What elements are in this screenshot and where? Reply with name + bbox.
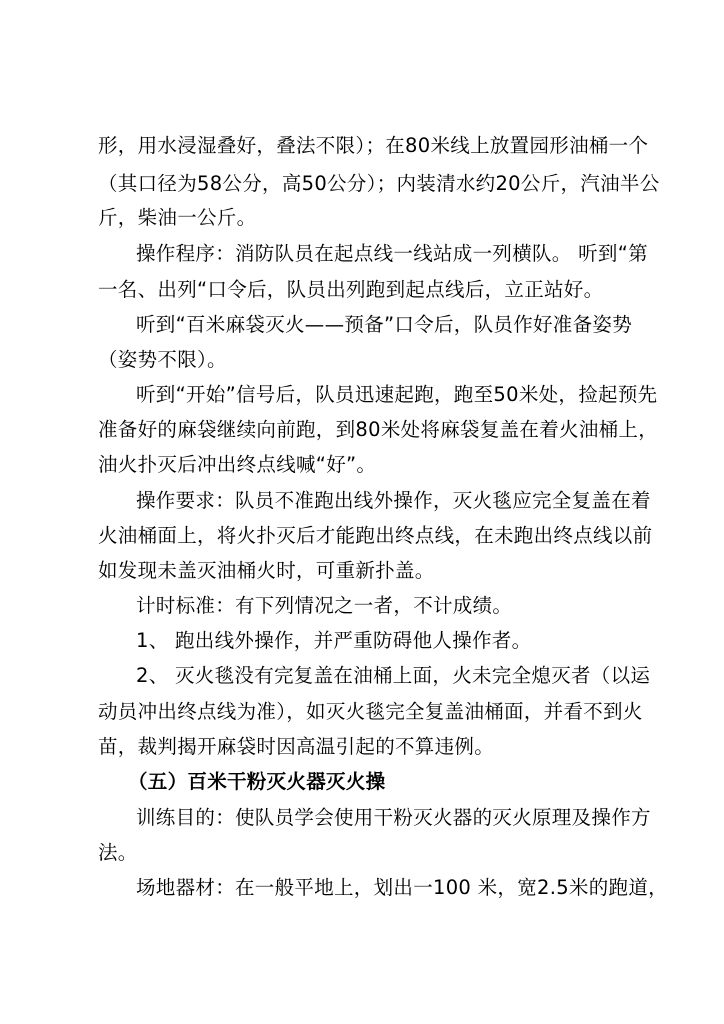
list-item-1: 1、 跑出线外操作，并严重防碍他人操作者。 <box>136 629 532 652</box>
text-line: 斤，柴油一公斤。 <box>98 206 257 229</box>
text-line: 准备好的麻袋继续向前跑，到80米处将麻袋复盖在着火油桶上， <box>98 418 659 441</box>
text-line: 场地器材：在一般平地上，划出一100 米，宽2.5米的跑道， <box>136 876 668 899</box>
list-item-2: 2、 灭火毯没有完复盖在油桶上面，火未完全熄灭者（以运 <box>136 664 651 687</box>
text-line: 计时标准：有下列情况之一者，不计成绩。 <box>136 594 513 617</box>
text-line: 苗，裁判揭开麻袋时因高温引起的不算违例。 <box>98 735 495 758</box>
text-line: 形，用水浸湿叠好，叠法不限）；在80米线上放置园形油桶一个 <box>98 134 649 157</box>
text-line: 听到“百米麻袋灭火——预备”口令后，队员作好准备姿势 <box>136 313 633 336</box>
text-line: 训练目的：使队员学会使用干粉灭火器的灭火原理及操作方 <box>136 806 651 829</box>
text-line: （姿势不限）。 <box>98 348 227 371</box>
text-line: 如发现未盖灭油桶火时，可重新扑盖。 <box>98 559 435 582</box>
text-line: 操作程序：消防队员在起点线一线站成一列横队。 听到“第 <box>136 242 648 265</box>
text-line: 一名、出列“口令后，队员出列跑到起点线后，立正站好。 <box>98 278 604 301</box>
text-line: 听到“开始”信号后，队员迅速起跑，跑至50米处，捡起预先 <box>136 383 658 406</box>
text-line: 油火扑灭后冲出终点线喊“好”。 <box>98 453 377 476</box>
text-line: 操作要求：队员不准跑出线外操作，灭火毯应完全复盖在着 <box>136 489 651 512</box>
text-line: 动员冲出终点线为准），如灭火毯完全复盖油桶面，并看不到火 <box>98 700 643 723</box>
text-line: 法。 <box>98 841 138 864</box>
section-heading: （五）百米干粉灭火器灭火操 <box>128 770 386 793</box>
text-line: （其口径为58公分，高50公分）；内装清水约20公斤，汽油半公 <box>98 172 660 195</box>
text-line: 火油桶面上，将火扑灭后才能跑出终点线，在未跑出终点线以前 <box>98 524 653 547</box>
